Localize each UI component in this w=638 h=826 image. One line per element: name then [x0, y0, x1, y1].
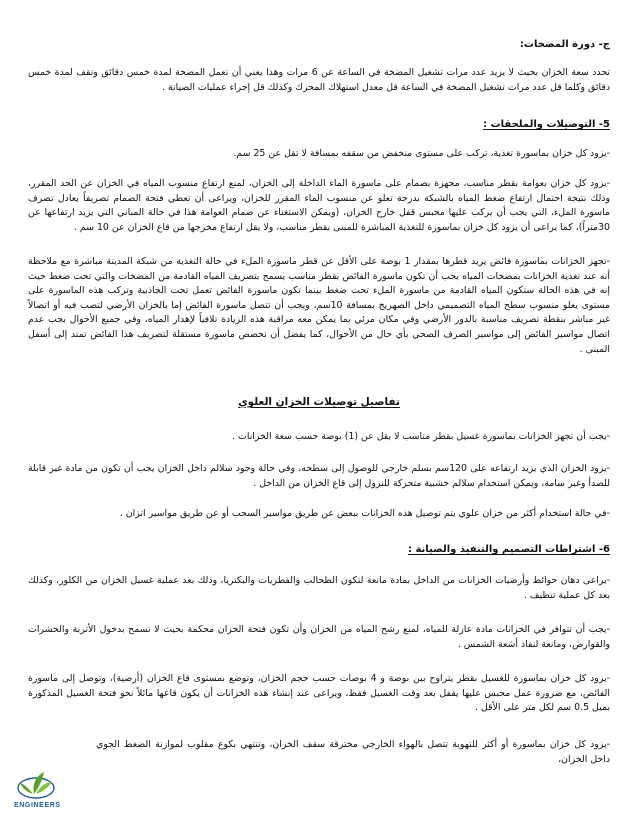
feed-pipe-paragraph: -يزود كل خزان بماسورة تغذية، تركب على مستوى منخفض من سقفه بمسافة لا تقل عن 25 سم. [233, 148, 610, 159]
pump-cycle-paragraph: تحدد سعة الخزان بحيث لا يزيد عدد مرات تشغيل المضخة في الساعة عن 6 مرات وهذا يعني أن تعمل المضخة لمدة خمس دقائق وتقف لمدة خمس دقائق وكلما قل عدد مرات تشغيل المضخة في الساعة قل معدل استهلاك المحرك وكذلك قل إجراء عمليات الصيانة . [28, 67, 611, 93]
design-maintenance-heading: 6- اشتراطات التصميم والتنفيذ والصيانة : [407, 544, 610, 555]
multiple-tanks-paragraph: -في حالة استخدام أكثر من خزان علوي يتم توصيل هذه الخزانات ببعض عن طريق مواسير السحب أو عن طريق مواسير اتزان . [119, 508, 610, 519]
engineers-logo-text: ENGINEERS [14, 802, 61, 809]
upper-tank-connections-title: تفاصيل توصيلات الخزان العلوي [238, 396, 400, 408]
connections-heading: 5- التوصيلات والملحقات : [483, 119, 610, 130]
coating-paragraph: -يراعى دهان حوائط وأرضيات الخزانات من الداخل بمادة مانعة لتكون الطحالب والفطريات والبكتريا، وذلك بعد عملية غسيل الخزان من الكلور، وكذلك بعد كل عملية تنظيف . [28, 575, 610, 601]
pump-cycle-heading: ج- دورة المضخات: [519, 39, 610, 50]
wash-drain-paragraph: -يزود كل خزان بماسورة للغسيل بقطر يتراوح بين بوصة و 4 بوصات حسب حجم الخزان، وتوضع بمستوى قاع الخزان (أرضية)، وتوصل إلى ماسورة الفائض، مع ضرورة عمل محبس عليها يقفل بعد وقت الغسيل فقط، ويراعى عند إنشاء هذه الخزانات أن يكون قاعها مائلاً نحو فتحة الغسيل المذكورة بميل 0.5 سم لكل متر على الأقل . [28, 673, 610, 714]
float-valve-paragraph: -يزود كل خزان بعوامة بقطر مناسب، مجهزة بصمام على ماسورة الماء الداخلة إلى الخزان، لمنع ارتفاع منسوب المياه في الخزان عن الحد المقرر، وذلك نتيجة احتمال ارتفاع ضغط المياه بالشبكة بدرجة تعلو عن منسوب الماء المقرر للخزان، ويراعى أن تعطي فتحة الصمام تصريفاً يعادل تصرف ماسورة الملء، التي يجب أن يركب عليها محبس قفل خارج الخزان، (ويمكن الاستغناء عن صمام العوامة هذا في حالة المباني التي يزيد ارتفاعها عن 30متراً)، كما يراعى أن يزود كل خزان بماسورة للتغذية المباشرة للمبنى بقطر مناسب، ولا يقل ارتفاع مخرجها من قاع الخزان عن 10 سم . [28, 178, 610, 233]
ladder-paragraph: -يزود الخزان الذي يزيد ارتفاعه على 120سم بسلم خارجي للوصول إلى سطحه، وفي حالة وجود سلالم داخل الخزان يجب أن تكون من مادة غير قابلة للصدأ وغير سامة، ويمكن استخدام سلالم خشبية متحركة للنزول إلى قاع الخزان من الداخل . [28, 463, 610, 489]
engineers-logo-icon [14, 768, 86, 804]
washing-pipe-paragraph: -يجب أن تجهز الخزانات بماسورة غسيل بقطر مناسب لا يقل عن (1) بوصة حسب سعة الخزانات . [232, 431, 610, 442]
insulation-paragraph: -يجب أن تتوافر في الخزانات مادة عازلة للمياه، لمنع رشح المياه من الخزان وأن تكون فتحة الخزان محكمة بحيث لا تسمح بدخول الأتربة والحشرات والقوارض، ومانعة لنفاذ أشعة الشمس . [28, 624, 610, 650]
overflow-pipe-paragraph: -تجهز الخزانات بماسورة فائض يزيد قطرها بمقدار 1 بوصة على الأقل عن قطر ماسورة الملء في حالة التغذية من شبكة المدينة مباشرة مع ملاحظة أنه عند تغذية الخزانات بمضخات المياه يجب أن تكون ماسورة الفائض بقطر مناسب يسمح بتصريف المياه القادمة من المضخات والتي تحت ضغط حيث إنه في هذه الحالة ستكون المياه القادمة من ماسورة الملء تحت ضغط بينما تكون ماسورة الفائض تعمل تحت الجاذبية وتركب هذه الماسورة على مستوى يعلو منسوب سطح المياه التصميمي داخل الصهريج بمسافة 10سم، ويجب أن تتصل ماسورة الفائض إما بالخزان الأرضي لتصب فيه أو اتصالاً غير مباشر بنقطة تصريف مناسبة بالدور الأرضي وفي مكان مرئي بما يمكن معه مراقبة هذه الزيادة تلافياً لإهدار المياه، وفي جميع الأحوال يجب عدم اتصال مواسير الفائض إلى مواسير الصرف الصحي بأي حال من الأحوال، كما يفضل أن تخصص ماسورة مستقلة لتصريف هذا الفائض تمتد إلى أسفل المبنى . [28, 256, 610, 355]
ventilation-paragraph: -يزود كل خزان بماسورة أو أكثر للتهوية تتصل بالهواء الخارجي مخترقة سقف الخزان، وتنتهي بكوع مقلوب لموازنة الضغط الجوي داخل الخزان، [96, 739, 610, 765]
engineers-logo [14, 768, 86, 820]
